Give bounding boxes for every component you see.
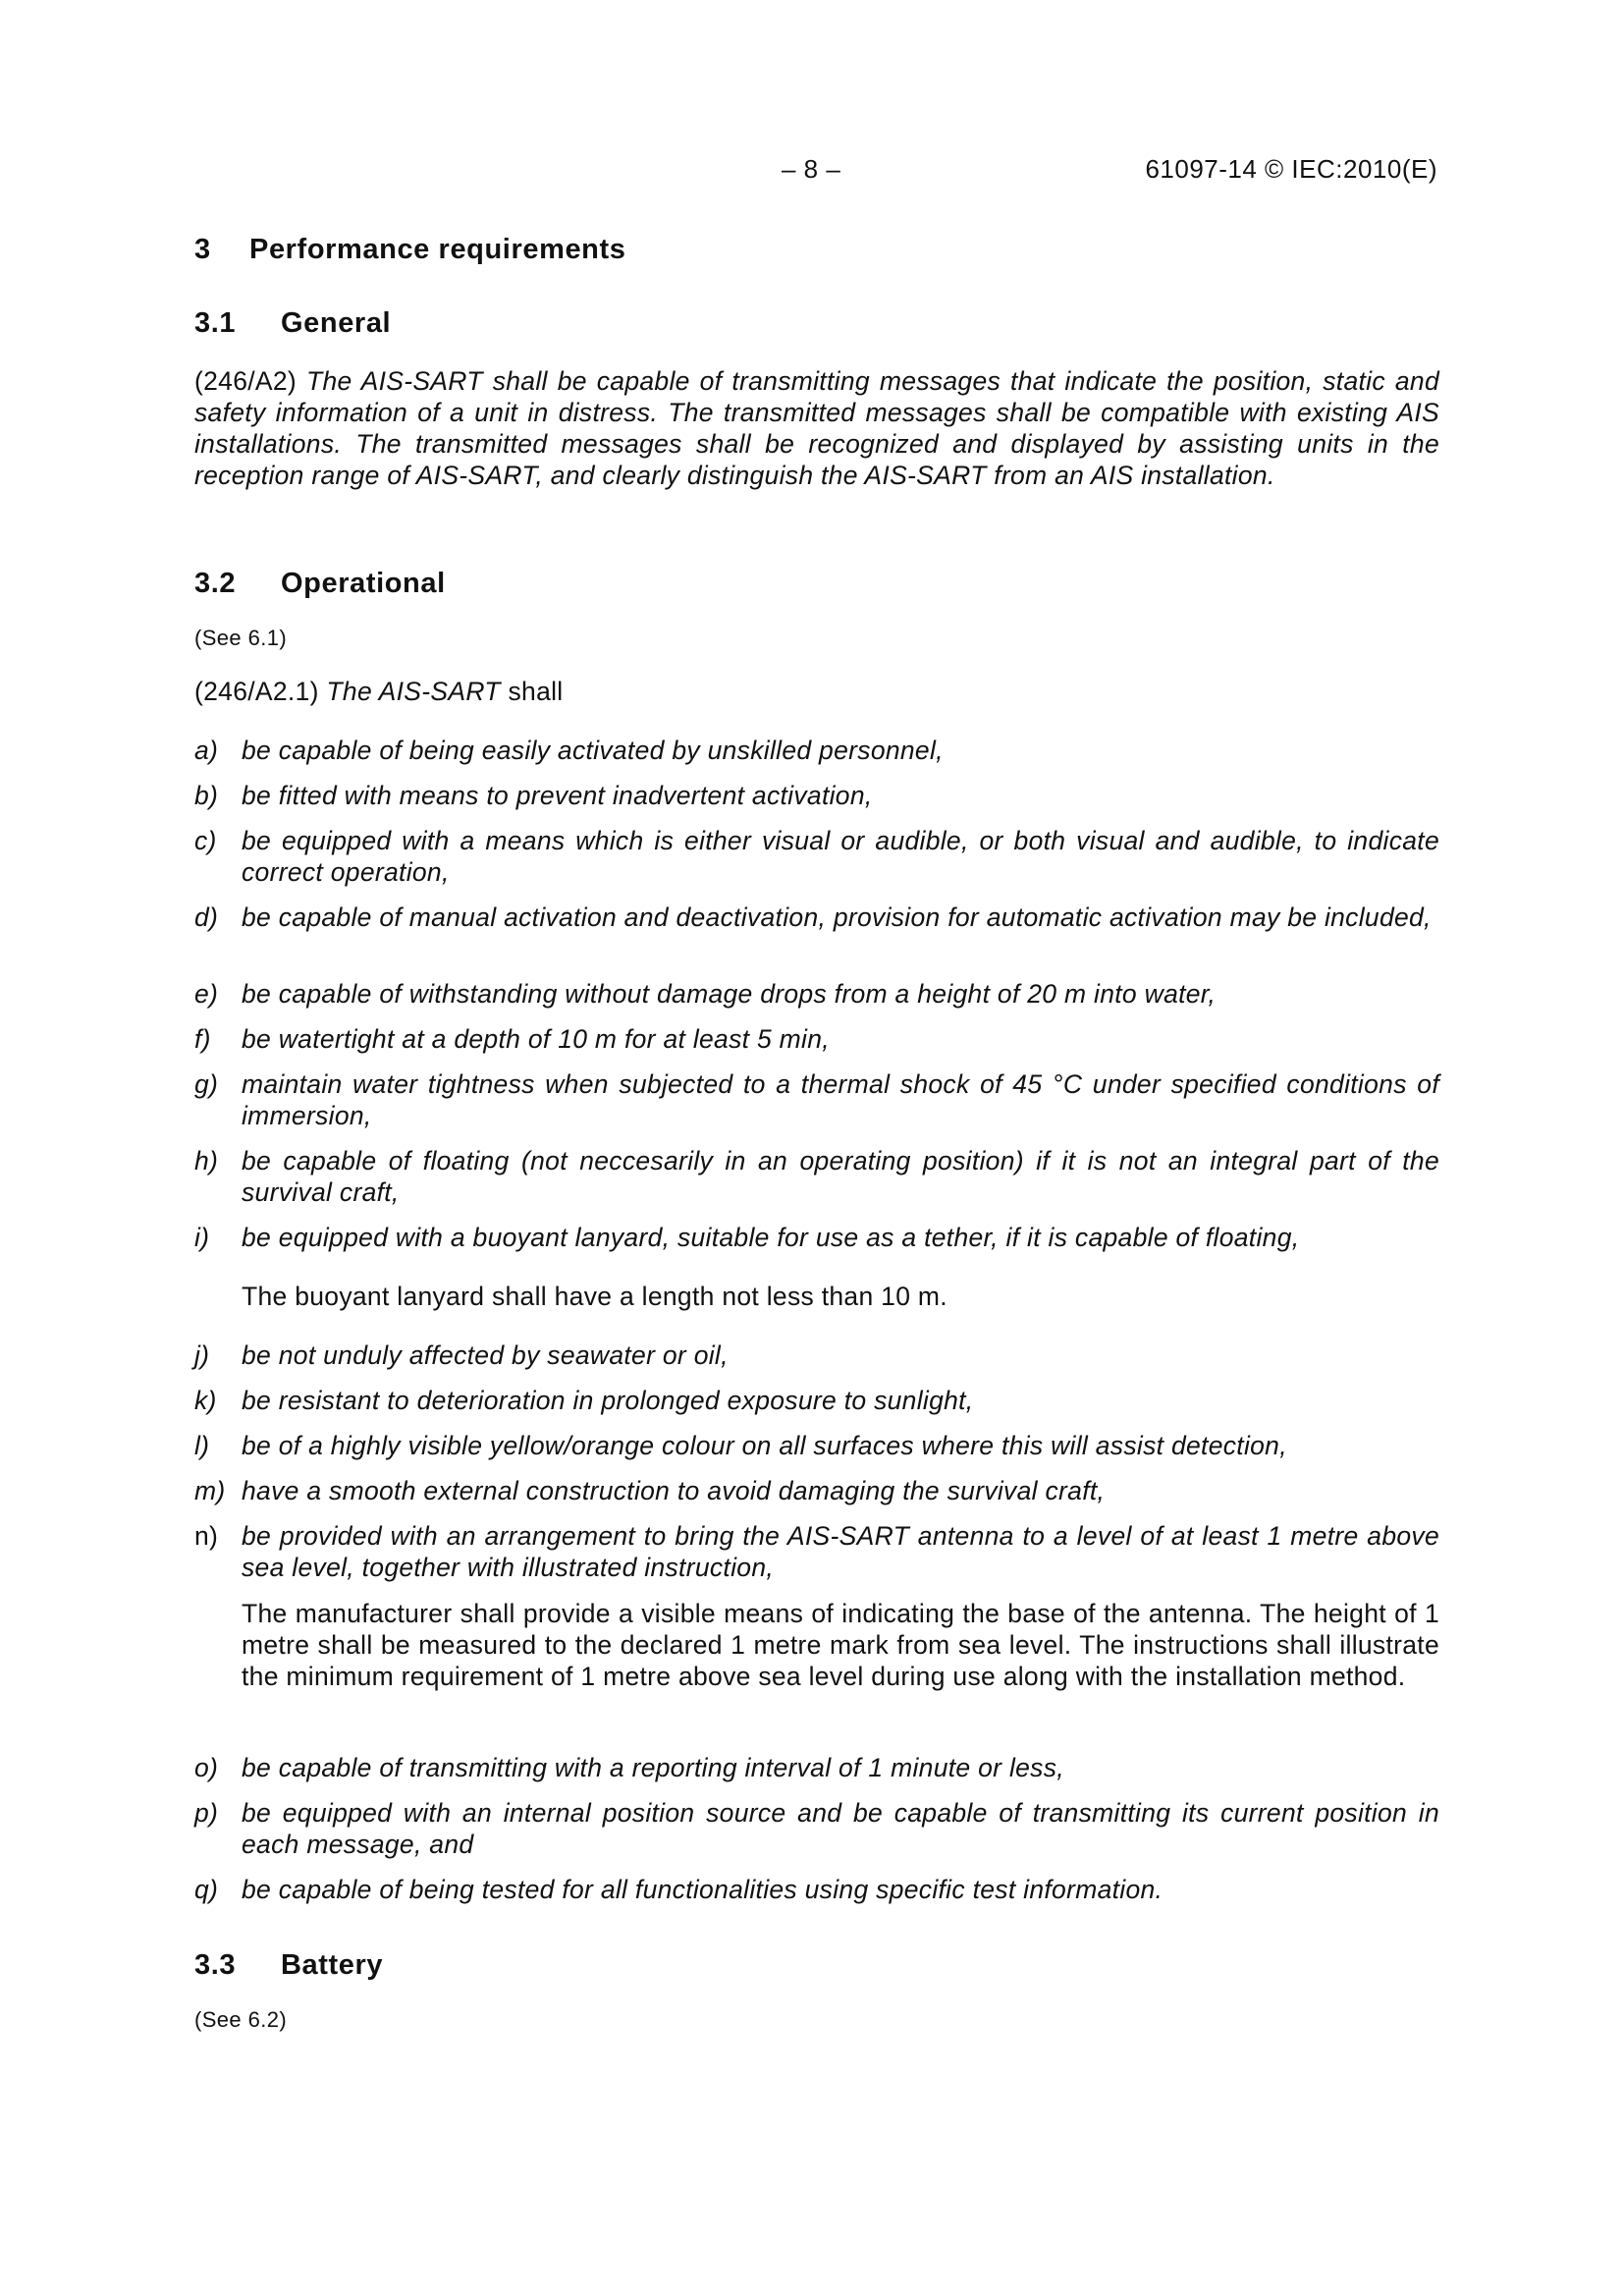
- section-heading-3-2: [194, 568, 446, 600]
- list-text: be equipped with an internal position source and be capable of transmitting its current position in each message, and: [242, 1798, 1439, 1859]
- section-title: Operational: [281, 568, 446, 599]
- operational-lead: [194, 676, 1439, 707]
- section-heading-3-3: [194, 1949, 383, 1982]
- list-text: be capable of being tested for all functionalities using specific test information.: [242, 1875, 1163, 1904]
- list-text: be capable of withstanding without damage drops from a height of 20 m into water,: [242, 979, 1217, 1009]
- paragraph-ref: (246/A2): [194, 366, 298, 396]
- list-label: a): [194, 736, 219, 765]
- see-reference: (See 6.2): [194, 2007, 288, 2032]
- list-item-h: [194, 1145, 1439, 1208]
- list-item-a: [194, 735, 1439, 766]
- list-text: be capable of being easily activated by unskilled personnel,: [242, 736, 944, 765]
- list-label: n): [194, 1521, 219, 1551]
- list-label: h): [194, 1146, 219, 1175]
- list-label: b): [194, 781, 219, 810]
- antenna-note: The manufacturer shall provide a visible means of indicating the base of the antenna. The height of 1 metre shall be measured to the declared 1 metre mark from sea level. The instructions shall illustrate the minimum requirement of 1 metre above sea level during use along with the installation method.: [242, 1599, 1439, 1691]
- list-text: be resistant to deterioration in prolonged exposure to sunlight,: [242, 1386, 974, 1415]
- list-item-b: [194, 780, 1439, 811]
- list-item-g: [194, 1068, 1439, 1131]
- section-number: 3: [194, 234, 211, 265]
- list-item-l: [194, 1430, 1439, 1461]
- list-label: l): [194, 1431, 210, 1460]
- list-item-q: [194, 1874, 1439, 1905]
- list-text: be of a highly visible yellow/orange colour on all surfaces where this will assist detection,: [242, 1431, 1287, 1460]
- list-item-k: [194, 1385, 1439, 1416]
- list-item-d: [194, 902, 1439, 933]
- list-text: be not unduly affected by seawater or oil,: [242, 1340, 729, 1370]
- section-title: Battery: [281, 1949, 384, 1981]
- list-text: maintain water tightness when subjected to a thermal shock of 45 °C under specified conditions of immersion,: [242, 1069, 1439, 1130]
- list-label: j): [194, 1340, 210, 1370]
- list-label: e): [194, 979, 219, 1009]
- list-text: be fitted with means to prevent inadvertent activation,: [242, 781, 873, 810]
- page-number: – 8 –: [782, 154, 841, 184]
- list-item-e: [194, 978, 1439, 1010]
- section-title: General: [281, 307, 392, 339]
- general-paragraph: [194, 365, 1439, 491]
- lanyard-note: The buoyant lanyard shall have a length not less than 10 m.: [242, 1282, 947, 1311]
- list-item-c: [194, 825, 1439, 888]
- paragraph-ref: (246/A2.1): [194, 677, 319, 706]
- section-number: 3.3: [194, 1949, 237, 1981]
- list-item-o: [194, 1752, 1439, 1783]
- list-label: g): [194, 1069, 219, 1099]
- list-item-j: [194, 1339, 1439, 1371]
- list-text: be equipped with a means which is either visual or audible, or both visual and audible, to indicate correct operation,: [242, 826, 1439, 887]
- list-label: c): [194, 826, 217, 855]
- list-label: q): [194, 1875, 219, 1904]
- document-id: 61097-14 © IEC:2010(E): [1145, 154, 1437, 184]
- section-number: 3.2: [194, 568, 237, 599]
- list-item-n: [194, 1520, 1439, 1583]
- section-heading-3: [194, 234, 625, 266]
- list-item-f: [194, 1023, 1439, 1055]
- list-label: f): [194, 1024, 211, 1054]
- see-reference: (See 6.1): [194, 626, 288, 650]
- section-number: 3.1: [194, 307, 237, 339]
- list-label: k): [194, 1386, 217, 1415]
- lead-subject: The AIS-SART: [326, 677, 501, 706]
- list-label: m): [194, 1476, 226, 1505]
- list-label: p): [194, 1798, 219, 1828]
- list-label: d): [194, 902, 219, 932]
- list-text: be capable of floating (not neccesarily in an operating position) if it is not an integral part of the survival craft,: [242, 1146, 1439, 1207]
- section-title: Performance requirements: [249, 234, 626, 265]
- section-heading-3-1: [194, 307, 391, 340]
- list-item-p: [194, 1797, 1439, 1860]
- list-item-m: [194, 1475, 1439, 1506]
- list-text: be watertight at a depth of 10 m for at least 5 min,: [242, 1024, 830, 1054]
- list-item-i: [194, 1222, 1439, 1253]
- list-text: be capable of manual activation and deactivation, provision for automatic activation may be included,: [242, 902, 1432, 932]
- list-text: be capable of transmitting with a reporting interval of 1 minute or less,: [242, 1753, 1064, 1782]
- list-text: be provided with an arrangement to bring the AIS-SART antenna to a level of at least 1 metre above sea level, together with illustrated instruction,: [242, 1521, 1439, 1582]
- paragraph-body: The AIS-SART shall be capable of transmitting messages that indicate the position, static and safety information of a unit in distress. The transmitted messages shall be compatible with existing AIS installations. The transmitted messages shall be recognized and displayed by assisting units in the reception range of AIS-SART, and clearly distinguish the AIS-SART from an AIS installation.: [194, 366, 1439, 490]
- list-text: be equipped with a buoyant lanyard, suitable for use as a tether, if it is capable of floating,: [242, 1223, 1300, 1252]
- list-label: i): [194, 1223, 210, 1252]
- list-label: o): [194, 1753, 219, 1782]
- list-text: have a smooth external construction to avoid damaging the survival craft,: [242, 1476, 1106, 1505]
- lead-verb: shall: [508, 677, 564, 706]
